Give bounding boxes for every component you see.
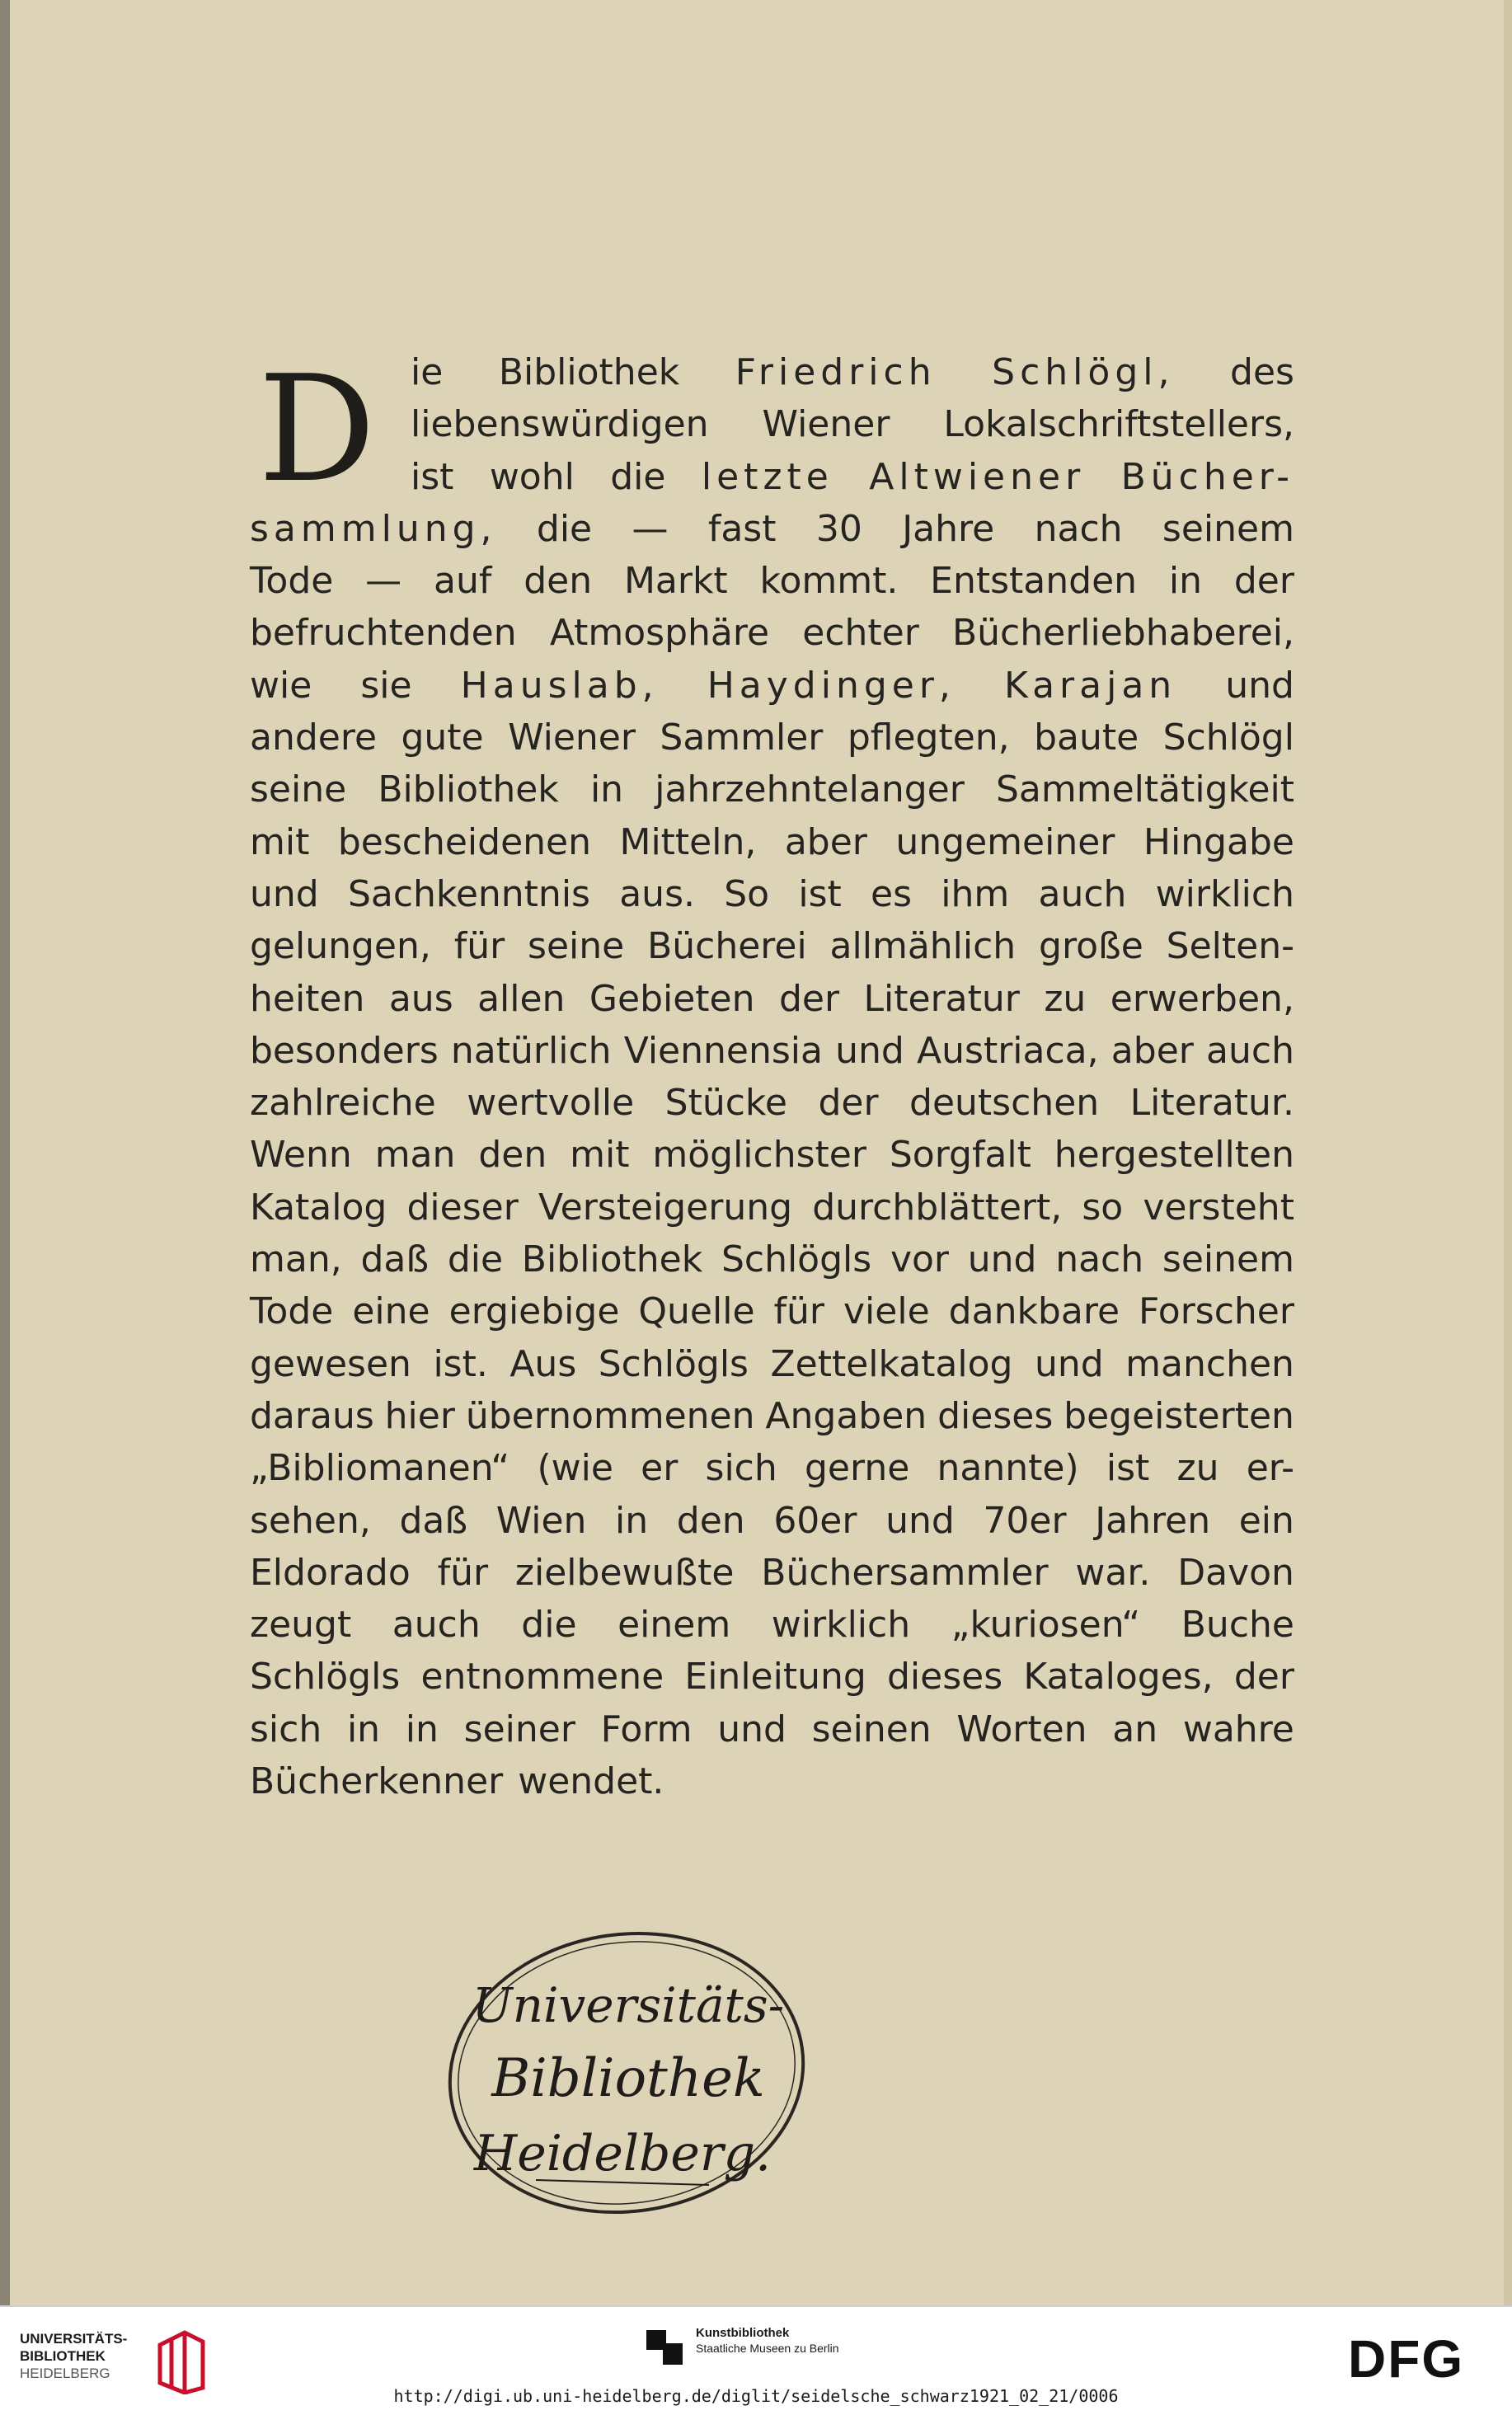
word: Form [600,1708,693,1750]
text-line [411,451,1294,503]
word: Tode [250,1290,334,1333]
word: allen [477,977,566,1020]
word: befruchtenden [250,612,517,655]
word: für [437,1551,489,1594]
word: wie [250,664,312,707]
word: natürlich [450,1029,612,1072]
text-line [411,346,1294,398]
word: Schlögls [721,1238,872,1281]
word: ungemeiner [895,820,1115,863]
word: gerne [805,1447,910,1490]
text-line [250,555,1294,607]
word: Wenn [250,1134,352,1177]
word: Buche [1181,1604,1294,1647]
text-line [250,763,1294,815]
word: aus. [619,872,695,915]
word: die [610,455,666,498]
word: mit [570,1134,630,1177]
word: zeugt [250,1604,352,1647]
word: Lokalschriftstellers, [943,403,1294,446]
word: wirklich [1155,872,1294,915]
word: Wiener [762,403,890,446]
text-line [250,660,1294,712]
word: den [524,560,593,603]
word: gewesen [250,1342,411,1385]
word: für [773,1290,824,1333]
text-line [250,1182,1294,1233]
word: echter [802,612,919,655]
word: sich [705,1447,777,1490]
word: Quelle [638,1290,755,1333]
body-text [250,346,1294,1807]
kb-title: Kunstbibliothek [696,2326,790,2340]
word: Jahre [902,507,995,550]
word: Bibliothek [498,351,680,393]
word: man [374,1134,456,1177]
text-line [250,1755,1294,1807]
drop-cap: D [258,344,376,514]
word: Kataloges, [1023,1656,1214,1698]
word: er [641,1447,679,1490]
word: Selten- [1166,925,1294,968]
text-line [250,1390,1294,1442]
word: zielbewußte [514,1551,735,1594]
word: Bücherliebhaberei, [951,612,1294,655]
word: Austriaca, [917,1029,1099,1072]
word: Friedrich [735,351,937,393]
word: gute [401,717,484,759]
word: pflegten, [847,717,1010,759]
word: einem [617,1604,731,1647]
word: es [871,872,912,915]
word: ie [411,351,444,393]
word: auf [434,560,492,603]
word: Viennensia [623,1029,823,1072]
word: Katalog [250,1186,387,1229]
word: 60er [773,1499,857,1542]
word: jahrzehntelanger [655,768,965,811]
word: erwerben, [1110,977,1294,1020]
word: an [1112,1708,1158,1750]
text-line [250,1442,1294,1494]
word: Altwiener [869,455,1086,498]
word: den [676,1499,745,1542]
word: Bibliothek [521,1238,703,1281]
word: auch [1206,1029,1294,1072]
word: — [632,507,669,550]
text-line [250,1703,1294,1755]
word: zahlreiche [250,1082,436,1125]
word: durchblättert, [812,1186,1063,1229]
text-line [250,712,1294,763]
text-line [250,1338,1294,1390]
word: wohl [489,455,575,498]
text-line [250,1077,1294,1129]
word: in [589,768,624,811]
word: Gebieten [589,977,755,1020]
word: für [453,925,505,968]
text-line [250,1233,1294,1285]
word: Schlögls [598,1342,749,1385]
word: viele [843,1290,930,1333]
word: man, [250,1238,342,1281]
word: — [365,560,402,603]
word: wendet. [518,1760,664,1803]
word: entnommene [420,1656,664,1698]
text-line [250,607,1294,659]
word: wirklich [771,1604,911,1647]
word: Literatur. [1129,1082,1294,1125]
word: ergiebige [448,1290,620,1333]
word: ein [1238,1499,1294,1542]
word: dieser [406,1186,519,1229]
viewer-footer [0,2305,1512,2415]
text-line [250,1599,1294,1651]
word: Einleitung [684,1656,866,1698]
word: und [250,872,319,915]
word: daß [399,1499,468,1542]
word: nach [1034,507,1123,550]
kunstbibliothek-mark-icon [643,2325,686,2368]
text-line [250,868,1294,920]
word: Mitteln, [619,820,757,863]
word: auch [392,1604,481,1647]
word: Schlögls [250,1656,401,1698]
word: und [1225,664,1294,707]
text-line [250,920,1294,972]
word: Schlögl, [992,351,1175,393]
word: den [478,1134,547,1177]
word: vor [890,1238,949,1281]
word: sehen, [250,1499,371,1542]
word: Jahren [1095,1499,1211,1542]
word: und [885,1499,955,1542]
kb-subtitle: Staatliche Museen zu Berlin [696,2342,839,2355]
text-line [250,1495,1294,1547]
word: heiten [250,977,365,1020]
word: deutschen [909,1082,1100,1125]
word: Atmosphäre [549,612,770,655]
word: letzte [701,455,833,498]
word: und [717,1708,787,1750]
word: besonders [250,1029,439,1072]
word: Büchersammler [761,1551,1049,1594]
word: seinem [1162,1238,1294,1281]
word: Hauslab, [460,664,659,707]
stamp-line-3: Heidelberg. [473,2125,772,2182]
word: Markt [623,560,728,603]
word: er- [1246,1447,1294,1490]
word: die [447,1238,504,1281]
word: die [536,507,593,550]
word: baute [1034,717,1139,759]
word: dieses [937,1394,1054,1437]
word: in [405,1708,439,1750]
word: Literatur [863,977,1020,1020]
word: und [967,1238,1037,1281]
word: Sachkenntnis [347,872,590,915]
word: Angaben [765,1394,927,1437]
dfg-logo[interactable]: DFG [1348,2329,1465,2389]
word: kommt. [759,560,899,603]
word: Wiener [508,717,636,759]
word: Entstanden [930,560,1138,603]
word: Haydinger, [707,664,956,707]
word: gelungen, [250,925,431,968]
word: seine [528,925,625,968]
word: Bücher- [1120,455,1294,498]
word: eine [352,1290,430,1333]
word: manchen [1125,1342,1294,1385]
word: Bibliothek [378,768,559,811]
word: Hingabe [1143,820,1294,863]
word: liebenswürdigen [411,403,709,446]
word: Stücke [664,1082,787,1125]
word: (wie [537,1447,613,1490]
word: des [1230,351,1294,393]
word: Zettelkatalog [770,1342,1013,1385]
word: der [1233,1656,1294,1698]
word: große [1039,925,1143,968]
word: sich [250,1708,322,1750]
word: wertvolle [467,1082,635,1125]
word: Aus [509,1342,577,1385]
word: und [1034,1342,1104,1385]
word: Bücherei [647,925,807,968]
word: der [1233,560,1294,603]
page-url[interactable]: http://digi.ub.uni-heidelberg.de/diglit/seidelsche_schwarz1921_02_21/0006 [393,2386,1119,2406]
word: hergestellten [1054,1134,1294,1177]
word: mit [250,820,310,863]
word: 30 [815,507,862,550]
uni-logo-mark-icon [152,2328,209,2394]
kunstbibliothek-logo[interactable] [643,2325,839,2368]
text-line [411,398,1294,450]
word: Davon [1177,1551,1294,1594]
word: Schlögl [1162,717,1294,759]
word: begeisterten [1064,1394,1294,1437]
word: allmählich [829,925,1017,968]
word: Sammeltätigkeit [996,768,1294,811]
word: 70er [983,1499,1067,1542]
word: „kuriosen“ [951,1604,1141,1647]
word: in [346,1708,381,1750]
word: aber [784,820,867,863]
word: seinen [811,1708,932,1750]
text-line [250,1025,1294,1077]
word: seinem [1162,507,1294,550]
word: die [521,1604,577,1647]
word: war. [1075,1551,1151,1594]
word: Worten [956,1708,1087,1750]
word: Sorgfalt [889,1134,1031,1177]
word: ist. [433,1342,488,1385]
text-line [250,1285,1294,1337]
stamp-line-2: Bibliothek [491,2048,765,2109]
text-line [250,1547,1294,1599]
uni-line-2: BIBLIOTHEK [20,2348,106,2364]
text-line [250,1129,1294,1181]
word: daß [360,1238,430,1281]
word: Bücherkenner [250,1760,504,1803]
word: der [778,977,840,1020]
word: Versteigerung [538,1186,793,1229]
word: ist [798,872,842,915]
word: wahre [1182,1708,1294,1750]
uni-line-1: UNIVERSITÄTS- [20,2331,128,2347]
word: So [724,872,770,915]
word: ist [1106,1447,1150,1490]
word: Eldorado [250,1551,411,1594]
word: übernommenen [465,1394,755,1437]
word: bescheidenen [337,820,591,863]
word: möglichster [652,1134,866,1177]
word: fast [707,507,777,550]
word: zu [1176,1447,1219,1490]
word: und [835,1029,904,1072]
text-line [250,816,1294,868]
text-line [250,1651,1294,1703]
word: sammlung, [250,507,497,550]
word: dankbare [948,1290,1120,1333]
word: Tode [250,560,334,603]
stamp-line-1: Universitäts- [472,1977,785,2033]
uni-line-3: HEIDELBERG [20,2366,110,2381]
library-stamp [437,1923,812,2228]
word: versteht [1143,1186,1294,1229]
text-line [250,503,1294,555]
word: sie [360,664,412,707]
word: Wien [495,1499,587,1542]
word: in [1168,560,1202,603]
word: Forscher [1139,1290,1294,1333]
word: Sammler [660,717,824,759]
word: so [1082,1186,1124,1229]
word: seiner [463,1708,575,1750]
word: daraus [250,1394,374,1437]
word: ihm [941,872,1010,915]
word: nannte) [937,1447,1079,1490]
word: seine [250,768,347,811]
word: aber [1111,1029,1194,1072]
word: der [818,1082,879,1125]
word: in [615,1499,649,1542]
word: nach [1055,1238,1144,1281]
word: dieses [887,1656,1003,1698]
word: auch [1038,872,1127,915]
word: andere [250,717,378,759]
word: „Bibliomanen“ [250,1447,510,1490]
word: Karajan [1004,664,1177,707]
word: zu [1044,977,1087,1020]
word: hier [384,1394,455,1437]
word: aus [388,977,453,1020]
text-line [250,973,1294,1025]
word: ist [411,455,454,498]
